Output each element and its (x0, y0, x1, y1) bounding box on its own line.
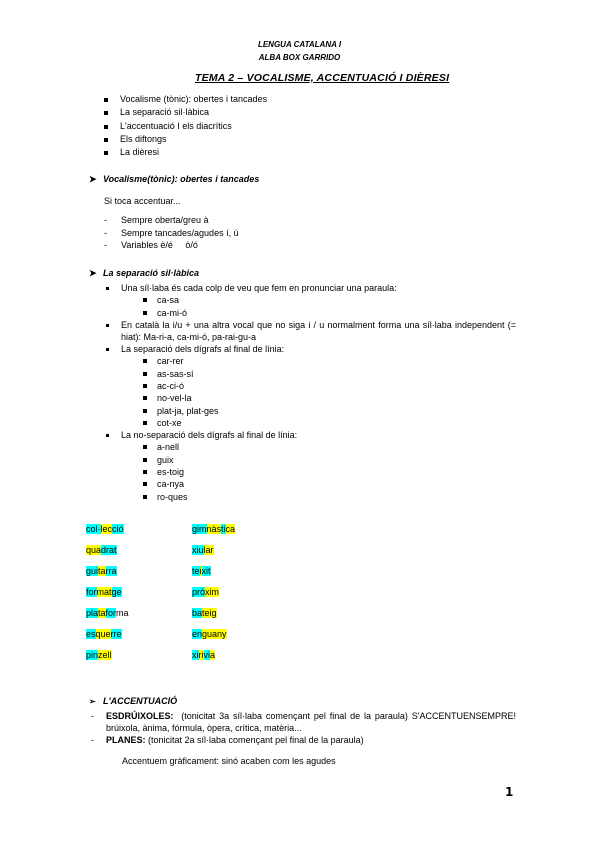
syllable-segment: zell (98, 650, 112, 660)
highlighted-word (192, 650, 215, 661)
highlighted-word (192, 524, 235, 535)
topic-list (100, 93, 267, 159)
sub-list (121, 441, 516, 502)
syllable-segment: teig (202, 608, 217, 618)
highlighted-word (86, 587, 122, 598)
sub-list-item: ca-mi-ó (143, 307, 516, 319)
syllable-segment: mat (96, 587, 112, 597)
sub-list-item: ac-ci-ó (143, 380, 516, 392)
syllable-segment: i (199, 566, 202, 576)
list-item (104, 319, 516, 343)
separacio-list (104, 282, 516, 503)
list-item (104, 282, 516, 319)
highlighted-word (86, 545, 117, 556)
term-definition: (tonicitat 2a síl·laba començant pel final de la paraula) (145, 735, 364, 745)
highlighted-word (192, 608, 217, 619)
syllable-segment: gim (192, 524, 207, 534)
list-item-text: En català la i/u + una altra vocal que no siga i / u normalment forma una síl·laba independent (= hiat): Ma-ri-a, ca-mi-ó, pa-rai-gu-a (121, 319, 516, 342)
list-item (104, 343, 516, 429)
sub-list-item: as-sas-sí (143, 368, 516, 380)
syllable-segment: nàs (206, 524, 222, 534)
sub-list-item: no-vel-la (143, 392, 516, 404)
list-item (89, 734, 516, 746)
list-item: - Sempre oberta/greu à (104, 214, 239, 227)
syllable-segment: xiu (192, 545, 204, 555)
section-heading-text: La separació sil·làbica (103, 268, 200, 278)
syllable-segment: ti (221, 524, 226, 534)
highlighted-word (192, 629, 227, 640)
sub-list-item: es-toig (143, 466, 516, 478)
sub-list (121, 294, 516, 319)
list-item-text: La no-separació dels dígrafs al final de línia: (121, 430, 298, 441)
syllable-segment: gui (86, 566, 99, 576)
arrow-bullet-icon: ➤ (89, 174, 97, 184)
syllable-segment: ta (98, 566, 106, 576)
list-item (89, 710, 519, 734)
section-heading-separacio (89, 268, 199, 279)
syllable-segment: pla (86, 608, 99, 618)
sub-list-item: ro-ques (143, 491, 516, 503)
syllable-segment: xi (192, 650, 199, 660)
accentuacio-note: Accentuem gràficament: sinó acaben com les agudes (122, 756, 336, 766)
sub-list-item: ca-nya (143, 478, 516, 490)
term-label: ESDRÚIXOLES: (106, 711, 174, 721)
accentuacio-list (89, 710, 519, 746)
syllable-segment: ció (112, 524, 124, 534)
section-heading-accentuacio (89, 696, 177, 706)
topic-item: La dièresi (100, 146, 267, 159)
page-number: 1 (505, 785, 514, 799)
syllable-segment: ca (225, 524, 236, 534)
section-heading-text: L'ACCENTUACIÓ (103, 696, 178, 706)
sub-list-item: guix (143, 454, 516, 466)
syllable-segment: xit (201, 566, 211, 576)
syllable-segment: que (95, 629, 111, 639)
syllable-segment: ta (98, 608, 106, 618)
highlighted-word (192, 587, 219, 598)
syllable-segment: rra (105, 566, 117, 576)
term-label: PLANES: (106, 735, 146, 745)
syllable-segment: es (86, 629, 96, 639)
syllable-segment: for (86, 587, 97, 597)
highlighted-word (192, 545, 214, 556)
topic-item: Els diftongs (100, 133, 267, 146)
syllable-segment: guany (202, 629, 227, 639)
list-item: - Variables è/é ò/ó (104, 239, 239, 252)
list-item (104, 429, 516, 503)
syllable-segment: ri (198, 650, 204, 660)
syllable-segment: col· (86, 524, 101, 534)
section-heading-text: Vocalisme(tònic): obertes i tancades (103, 174, 260, 184)
page-title: TEMA 2 – VOCALISME, ACCENTUACIÓ I DIÈRESI (195, 72, 450, 84)
highlighted-word (192, 566, 211, 577)
arrow-bullet-icon: ➢ (89, 697, 96, 706)
section-heading-vocalisme (89, 174, 259, 185)
syllable-segment: ge (111, 587, 122, 597)
vocalisme-intro: Si toca accentuar... (104, 196, 181, 206)
highlighted-word (86, 629, 122, 640)
sub-list-item: ca-sa (143, 294, 516, 306)
sub-list (121, 355, 516, 429)
author-name: ALBA BOX GARRIDO (258, 53, 341, 62)
syllable-segment: lar (203, 545, 214, 555)
term-definition: (tonicitat 3a síl·laba començant pel final de la paraula) S'ACCENTUENSEMPRE! brúixola, ànima, fórmula, òpera, crítica, matèria... (106, 711, 519, 733)
list-item-text: La separació dels dígrafs al final de línia: (121, 344, 285, 355)
highlighted-word (86, 650, 112, 661)
syllable-segment: a (210, 650, 216, 660)
syllable-segment: en (192, 629, 203, 639)
syllable-segment: qua (86, 545, 102, 555)
topic-item: La separació sil·làbica (100, 106, 267, 119)
topic-item: L'accentuació I els diacrítics (100, 120, 267, 133)
highlighted-word (86, 566, 117, 577)
list-item-text: Una síl·laba és cada colp de veu que fem en pronunciar una paraula: (121, 283, 397, 293)
syllable-segment: ma (116, 608, 129, 618)
syllable-segment: drat (101, 545, 117, 555)
topic-item: Vocalisme (tònic): obertes i tancades (100, 93, 267, 106)
highlighted-word (86, 608, 129, 619)
list-item: - Sempre tancades/agudes í, ú (104, 227, 239, 240)
syllable-segment: lec (100, 524, 113, 534)
sub-list-item: cot-xe (143, 417, 516, 429)
vocalisme-list (104, 214, 239, 252)
course-name: LENGUA CATALANA I (257, 40, 342, 49)
syllable-segment: xim (205, 587, 220, 597)
syllable-segment: vi (203, 650, 210, 660)
syllable-segment: rre (110, 629, 122, 639)
syllable-segment: for (105, 608, 117, 618)
arrow-bullet-icon: ➤ (89, 268, 97, 278)
syllable-segment: pin (86, 650, 99, 660)
sub-list-item: plat-ja, plat-ges (143, 405, 516, 417)
highlighted-word (86, 524, 124, 535)
syllable-segment: te (192, 566, 200, 576)
syllable-segment: ba (192, 608, 203, 618)
sub-list-item: a-nell (143, 441, 516, 453)
syllable-segment: prò (192, 587, 206, 597)
sub-list-item: car-rer (143, 355, 516, 367)
